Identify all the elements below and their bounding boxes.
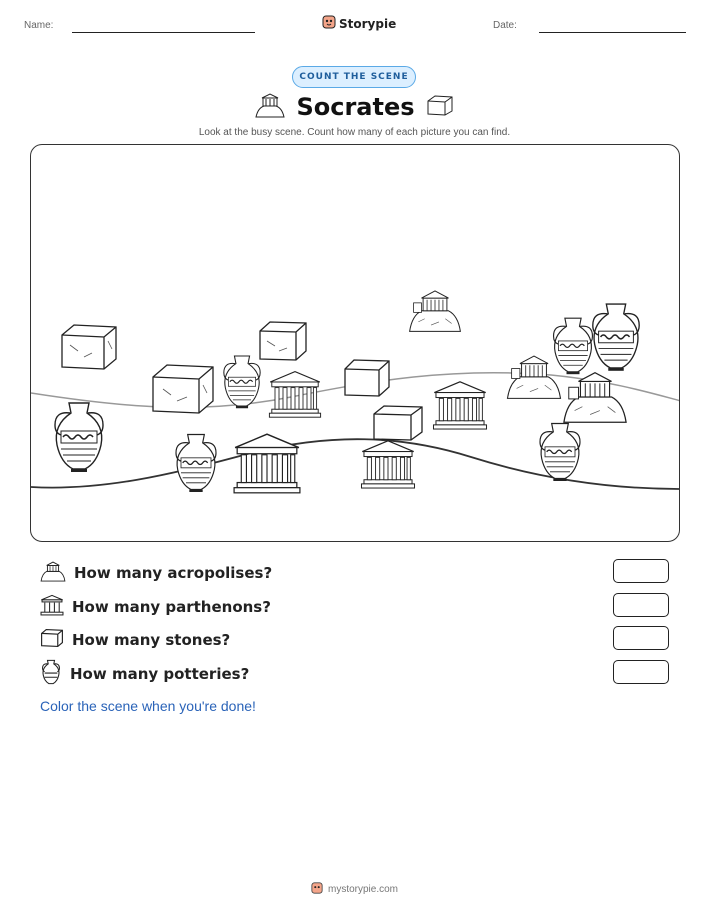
question-acropolises	[40, 560, 272, 586]
color-instruction: Color the scene when you're done!	[40, 698, 256, 714]
date-line[interactable]	[539, 32, 686, 33]
name-line[interactable]	[72, 32, 255, 33]
storypie-mascot-icon	[322, 14, 336, 34]
question-text: How many acropolises?	[74, 564, 273, 582]
stone	[342, 357, 392, 403]
question-text: How many stones?	[72, 631, 231, 649]
brand-logo	[322, 14, 396, 34]
question-stones	[40, 627, 230, 653]
acropolis	[407, 287, 463, 337]
question-parthenons	[40, 594, 271, 620]
date-label: Date:	[493, 20, 517, 31]
question-text: How many potteries?	[70, 665, 250, 683]
acropolis	[561, 367, 629, 429]
pottery	[219, 353, 265, 413]
answer-box-parthenons[interactable]	[613, 593, 669, 617]
question-potteries	[40, 661, 249, 687]
pottery-icon	[40, 659, 62, 689]
acropolis-icon	[40, 560, 66, 586]
acropolis	[505, 351, 563, 405]
parthenon	[267, 369, 323, 423]
count-scene	[30, 144, 680, 542]
acropolis-icon	[254, 92, 286, 122]
parthenon	[359, 437, 417, 495]
instructions: Look at the busy scene. Count how many of each picture you can find.	[198, 127, 511, 138]
stone-icon	[425, 93, 455, 121]
question-text: How many parthenons?	[72, 598, 271, 616]
parthenon	[431, 379, 489, 435]
answer-box-potteries[interactable]	[613, 660, 669, 684]
stone	[58, 321, 120, 377]
stone	[149, 361, 217, 421]
footer-url[interactable]: mystorypie.com	[327, 884, 398, 895]
name-label: Name:	[24, 20, 54, 31]
pottery	[49, 399, 109, 477]
stone-icon	[40, 628, 64, 652]
count-the-scene-badge: COUNT THE SCENE	[292, 66, 416, 88]
pottery	[535, 419, 585, 487]
footer	[0, 880, 709, 899]
pottery	[171, 431, 221, 497]
parthenon-icon	[40, 594, 64, 620]
page-title: Socrates	[296, 93, 415, 121]
answer-box-acropolises[interactable]	[613, 559, 669, 583]
title-row	[0, 92, 709, 122]
answer-box-stones[interactable]	[613, 626, 669, 650]
parthenon	[231, 431, 303, 499]
brand-name: Storypie	[339, 17, 397, 31]
pottery	[587, 299, 645, 377]
storypie-mascot-icon	[311, 880, 323, 899]
